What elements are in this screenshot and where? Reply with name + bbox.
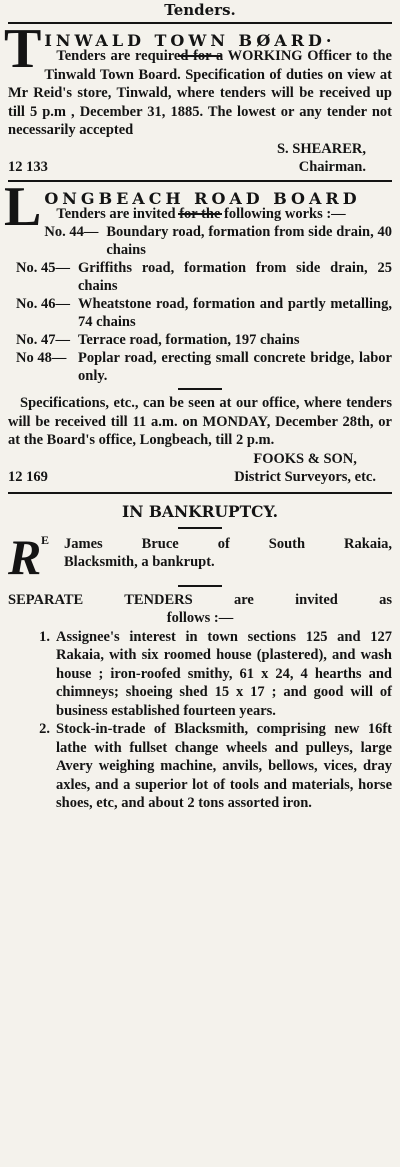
longbeach-ref: 12 169 — [8, 468, 48, 485]
tinwald-dropcap: T — [4, 18, 42, 80]
work-text: Terrace road, formation, 197 chains — [78, 332, 300, 348]
work-text: Poplar road, erecting small concrete bridge, labor only. — [78, 350, 392, 384]
tinwald-role: Chairman. — [298, 158, 366, 175]
re-line-1: James Bruce of South Rakaia, — [64, 535, 392, 552]
work-text: Wheatstone road, formation and partly metalling, 74 chains — [78, 296, 392, 330]
work-number: No. 44— — [44, 224, 99, 240]
tinwald-signatory: S. SHEARER, — [276, 140, 366, 157]
work-number: No 48— — [16, 350, 67, 366]
tinwald-signature-block — [277, 140, 392, 176]
work-item — [16, 295, 392, 331]
tinwald-title: INWALD TOWN BO̸ARD· — [44, 31, 336, 50]
tinwald-signature-row — [8, 140, 392, 176]
work-text: Griffiths road, formation from side drain, 25 chains — [78, 260, 392, 294]
column-heading: Tenders. — [164, 1, 236, 19]
longbeach-role: District Surveyors, etc. — [234, 468, 376, 485]
work-item — [16, 259, 392, 295]
work-number: No. 45— — [16, 260, 70, 276]
tinwald-notice — [4, 18, 392, 176]
tender-text: Stock-in-trade of Blacksmith, comprising new 16ft lathe with fullset change wheels and pulleys, large Avery weighing machine, anvils, bellows, vices, dray axles, and a superior lot of tools and materials, horse shoes, etc, and about 2 tons assorted iron. — [56, 721, 392, 811]
rule-2 — [8, 180, 392, 182]
work-item — [16, 331, 392, 349]
work-item — [16, 349, 392, 385]
longbeach-intro: Tenders are invited for the following works :— — [56, 205, 346, 222]
rule-3 — [8, 492, 392, 494]
separate-tenders-line: SEPARATE TENDERS are invited as — [8, 591, 392, 608]
re-line — [8, 528, 392, 585]
tender-text: Assignee's interest in town sections 125 and 127 Rakaia, with six roomed house (plastered), and wash house ; iron-roofed smithy, 61 x 24, 4 hearths and chimneys; shoeing shed 15 x 17 ; and good will of business established fourteen years. — [56, 628, 392, 719]
re-dropcap-sup: E — [41, 532, 50, 547]
longbeach-notice — [4, 175, 392, 486]
re-dropcap-block — [8, 528, 64, 585]
longbeach-signatory: FOOKS & SON, — [253, 450, 357, 467]
tender-item — [8, 628, 392, 721]
re-line-2: Blacksmith, a bankrupt. — [64, 554, 215, 570]
longbeach-mid-rule — [178, 388, 222, 390]
longbeach-signature-block — [234, 450, 392, 486]
work-text: Boundary road, formation from side drain, 40 chains — [106, 224, 392, 258]
follows-line: follows :— — [166, 610, 234, 626]
re-text — [64, 535, 392, 572]
top-rule — [8, 22, 392, 24]
tender-number: 2. — [39, 721, 50, 737]
work-item — [44, 223, 392, 259]
bankruptcy-notice — [8, 496, 392, 813]
bankruptcy-title: IN BANKRUPTCY. — [122, 501, 278, 521]
tender-number: 1. — [39, 628, 50, 645]
longbeach-title: ONGBEACH ROAD BOARD — [44, 188, 361, 208]
re-rule — [178, 585, 222, 587]
work-number: No. 46— — [16, 296, 70, 312]
works-list — [8, 223, 392, 385]
tinwald-body: Tenders are required for a WORKING Officer to the Tinwald Town Board. Specification of duties on view at Mr Reid's store, Tinwald, where tenders will be received up till 5 p.m , December 31, 1885. The lowest or any tender not necessarily accepted — [8, 48, 392, 138]
longbeach-signature-row — [8, 450, 392, 486]
longbeach-dropcap: L — [4, 175, 42, 238]
tender-item — [8, 720, 392, 813]
work-number: No. 47— — [16, 332, 70, 348]
tinwald-ref: 12 133 — [8, 158, 48, 175]
longbeach-spec: Specifications, etc., can be seen at our office, where tenders will be received till 11 a.m. on MONDAY, December 28th, or at the Board's office, Longbeach, till 2 p.m. — [8, 395, 392, 448]
bankruptcy-title-rule — [178, 527, 222, 529]
re-dropcap: R — [8, 528, 42, 585]
